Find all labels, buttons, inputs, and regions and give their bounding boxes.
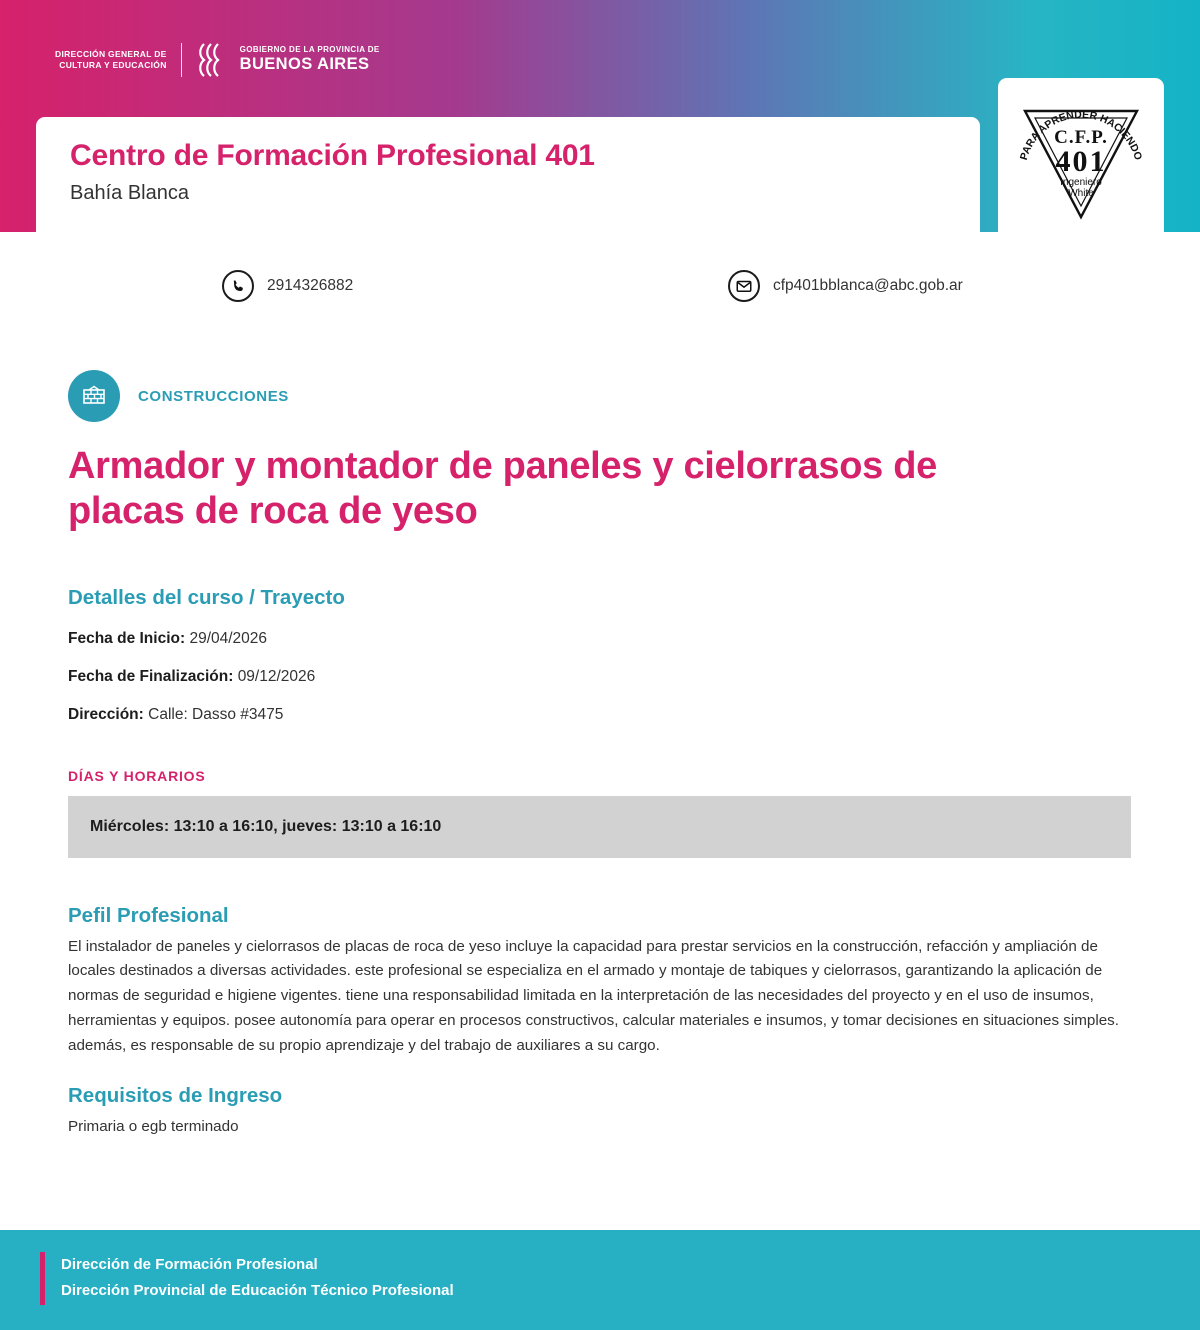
svg-text:White: White — [1068, 188, 1094, 199]
detail-start-date-label: Fecha de Inicio: — [68, 629, 186, 647]
requirements-heading: Requisitos de Ingreso — [68, 1084, 283, 1108]
school-seal-card — [998, 78, 1164, 232]
footer-line-1: Dirección de Formación Profesional — [61, 1256, 318, 1273]
category-row — [68, 370, 1132, 422]
detail-address — [68, 706, 1132, 724]
schedule-label: DÍAS Y HORARIOS — [68, 767, 206, 784]
detail-address-label: Dirección: — [68, 705, 144, 723]
logo-divider — [181, 43, 182, 77]
schedule-value: Miércoles: 13:10 a 16:10, jueves: 13:10 a 16:10 — [90, 817, 442, 835]
institution-header-card — [36, 117, 980, 232]
pba-line-small: GOBIERNO DE LA PROVINCIA DE — [239, 45, 380, 55]
contact-email[interactable] — [728, 270, 963, 302]
svg-text:PARA APRENDER HACIENDO: PARA APRENDER HACIENDO — [1017, 108, 1145, 162]
detail-address-value: Calle: Dasso #3475 — [148, 705, 284, 723]
contact-email-value: cfp401bblanca@abc.gob.ar — [773, 277, 963, 294]
footer-accent-bar — [40, 1252, 45, 1305]
dgce-line-2: CULTURA Y EDUCACIÓN — [59, 60, 167, 70]
mail-icon — [728, 270, 760, 302]
footer-content — [40, 1252, 454, 1305]
requirements-text: Primaria o egb terminado — [68, 1118, 239, 1136]
category-label: CONSTRUCCIONES — [138, 387, 289, 405]
detail-start-date — [68, 630, 1132, 648]
course-content — [68, 370, 1132, 1155]
footer-band — [0, 1230, 1200, 1330]
buenos-aires-crest-icon — [196, 42, 226, 78]
contact-phone[interactable] — [222, 270, 353, 302]
profile-text: El instalador de paneles y cielorrasos de placas de roca de yeso incluye la capacidad para prestar servicios en la construcción, refacción y ampliación de locales destinados a diversas actividades. este profesional se especializa en el armado y montaje de tabiques y cielorrasos, garantizando la aplicación de normas de seguridad e higiene vigentes. tiene una responsabilidad limitada en la interpretación de las necesidades del proyecto y en el uso de insumos, herramientas y equipos. posee autonomía para operar en procesos constructivos, calcular materiales e insumos, y tomar decisiones en situaciones simples. además, es responsable de su propio aprendizaje y del trabajo de auxiliares a su cargo. — [68, 937, 1119, 1054]
contact-row — [0, 262, 1200, 322]
details-heading: Detalles del curso / Trayecto — [68, 585, 345, 609]
footer-line-2: Dirección Provincial de Educación Técnico Profesional — [61, 1282, 454, 1300]
phone-icon — [222, 270, 254, 302]
government-logo — [55, 42, 380, 78]
brick-wall-icon — [68, 370, 120, 422]
svg-text:401: 401 — [1055, 145, 1107, 178]
cfp-401-seal-icon — [1011, 85, 1151, 225]
contact-phone-value: 2914326882 — [267, 277, 354, 294]
page-title: Centro de Formación Profesional 401 — [70, 139, 595, 172]
pba-line-big: BUENOS AIRES — [239, 54, 370, 73]
dgce-line-1: DIRECCIÓN GENERAL DE — [55, 48, 167, 59]
detail-start-date-value: 29/04/2026 — [189, 629, 268, 647]
detail-end-date-value: 09/12/2026 — [237, 667, 316, 685]
detail-end-date-label: Fecha de Finalización: — [68, 667, 234, 685]
svg-text:C.F.P.: C.F.P. — [1054, 127, 1108, 148]
svg-text:Ingeniero: Ingeniero — [1060, 177, 1102, 188]
detail-end-date — [68, 668, 1132, 686]
profile-heading: Pefil Profesional — [68, 903, 229, 927]
course-title: Armador y montador de paneles y cielorrasos de placas de roca de yeso — [68, 445, 937, 532]
schedule-box — [68, 796, 1131, 858]
institution-location: Bahía Blanca — [70, 182, 189, 204]
